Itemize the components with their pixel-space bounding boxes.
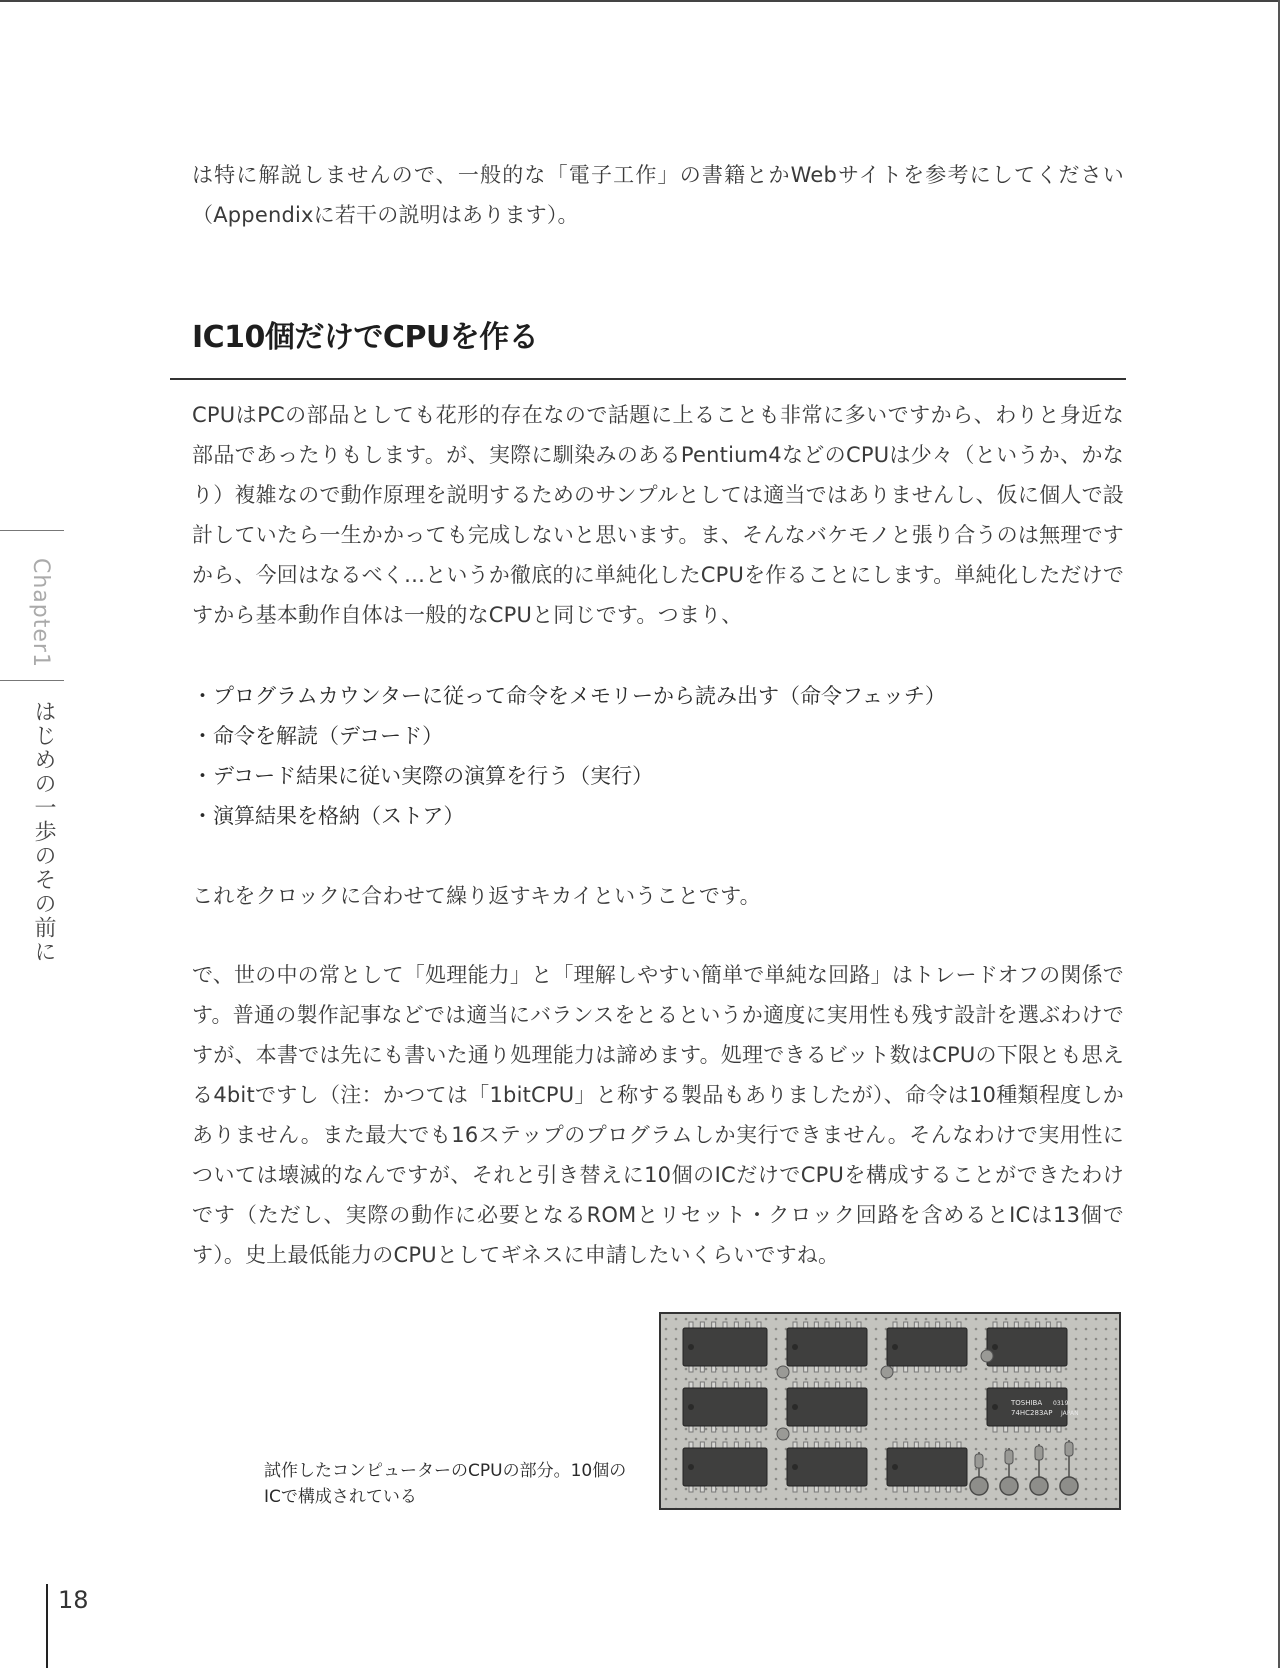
paragraph-clock: これをクロックに合わせて繰り返すキカイということです。 bbox=[192, 884, 761, 908]
paragraph-cpu-intro: CPUはPCの部品としても花形的存在なので話題に上ることも非常に多いですから、わりと身近な部品であったりもします。が、実際に馴染みのあるPentium4などのCPUは少々（というか、かなり）複雑なので動作原理を説明するためのサンプルとしては適当ではありませんし、仮に個人で設計していたら一生かかっても完成しないと思います。ま、そんなバケモノと張り合うのは無理ですから、今回はなるべく…というか徹底的に単純化したCPUを作ることにします。単純化しただけですから基本動作自体は一般的なCPUと同じです。つまり、 bbox=[192, 403, 1125, 627]
ic-chip bbox=[683, 1442, 767, 1492]
page-top-edge bbox=[0, 0, 1280, 2]
ic-chip bbox=[887, 1442, 967, 1492]
folio-bar bbox=[46, 1584, 48, 1668]
section-heading: IC10個だけでCPUを作る bbox=[192, 320, 539, 355]
sidebar-divider-top bbox=[0, 530, 64, 531]
list-item: ・デコード結果に従い実際の演算を行う（実行） bbox=[192, 764, 654, 788]
chip-marking-brand: TOSHIBA bbox=[1011, 1399, 1043, 1407]
paragraph-tradeoff: で、世の中の常として「処理能力」と「理解しやすい簡単で単純な回路」はトレードオフの関係です。普通の製作記事などでは適当にバランスをとるというか適度に実用性も残す設計を選ぶわけですが、本書では先にも書いた通り処理能力は諦めます。処理できるビット数はCPUの下限とも思える4bitですし（注：かつては「1bitCPU」と称する製品もありましたが）、命令は10種類程度しかありません。また最大でも16ステップのプログラムしか実行できません。そんなわけで実用性については壊滅的なんですが、それと引き替えに10個のICだけでCPUを構成することができたわけです（ただし、実際の動作に必要となるROMとリセット・クロック回路を含めるとICは13個です）。史上最低能力のCPUとしてギネスに申請したいくらいですね。 bbox=[192, 963, 1124, 1267]
intro-paragraph: は特に解説しませんので、一般的な「電子工作」の書籍とかWebサイトを参考にしてください（Appendixに若干の説明はあります）。 bbox=[192, 163, 1124, 227]
chip-marking-origin: JAPAN bbox=[1061, 1410, 1079, 1417]
list-item: ・プログラムカウンターに従って命令をメモリーから読み出す（命令フェッチ） bbox=[192, 684, 946, 708]
ic-chip bbox=[787, 1382, 867, 1432]
page-number: 18 bbox=[58, 1586, 89, 1614]
figure-caption: 試作したコンピューターのCPUの部分。10個のICで構成されている bbox=[264, 1461, 627, 1507]
sidebar-chapter-label: Chapter1 bbox=[28, 558, 53, 668]
cpu-board-photo bbox=[659, 1312, 1121, 1510]
ic-chip bbox=[787, 1442, 867, 1492]
heading-rule bbox=[170, 378, 1126, 380]
cpu-steps-list bbox=[192, 676, 946, 836]
sidebar-divider-bottom bbox=[0, 680, 64, 681]
ic-chip bbox=[787, 1322, 867, 1372]
ic-chip bbox=[987, 1382, 1067, 1432]
list-item: ・命令を解読（デコード） bbox=[192, 724, 444, 748]
ic-chip bbox=[683, 1382, 767, 1432]
ic-chip bbox=[987, 1322, 1067, 1372]
chip-marking-part: 74HC283AP bbox=[1011, 1409, 1053, 1417]
list-item: ・演算結果を格納（ストア） bbox=[192, 804, 465, 828]
chip-marking-code: 0319 bbox=[1053, 1400, 1069, 1407]
ic-chip bbox=[887, 1322, 967, 1372]
ic-chip bbox=[683, 1322, 767, 1372]
sidebar-chapter-title: はじめの一歩のその前に bbox=[31, 700, 56, 964]
